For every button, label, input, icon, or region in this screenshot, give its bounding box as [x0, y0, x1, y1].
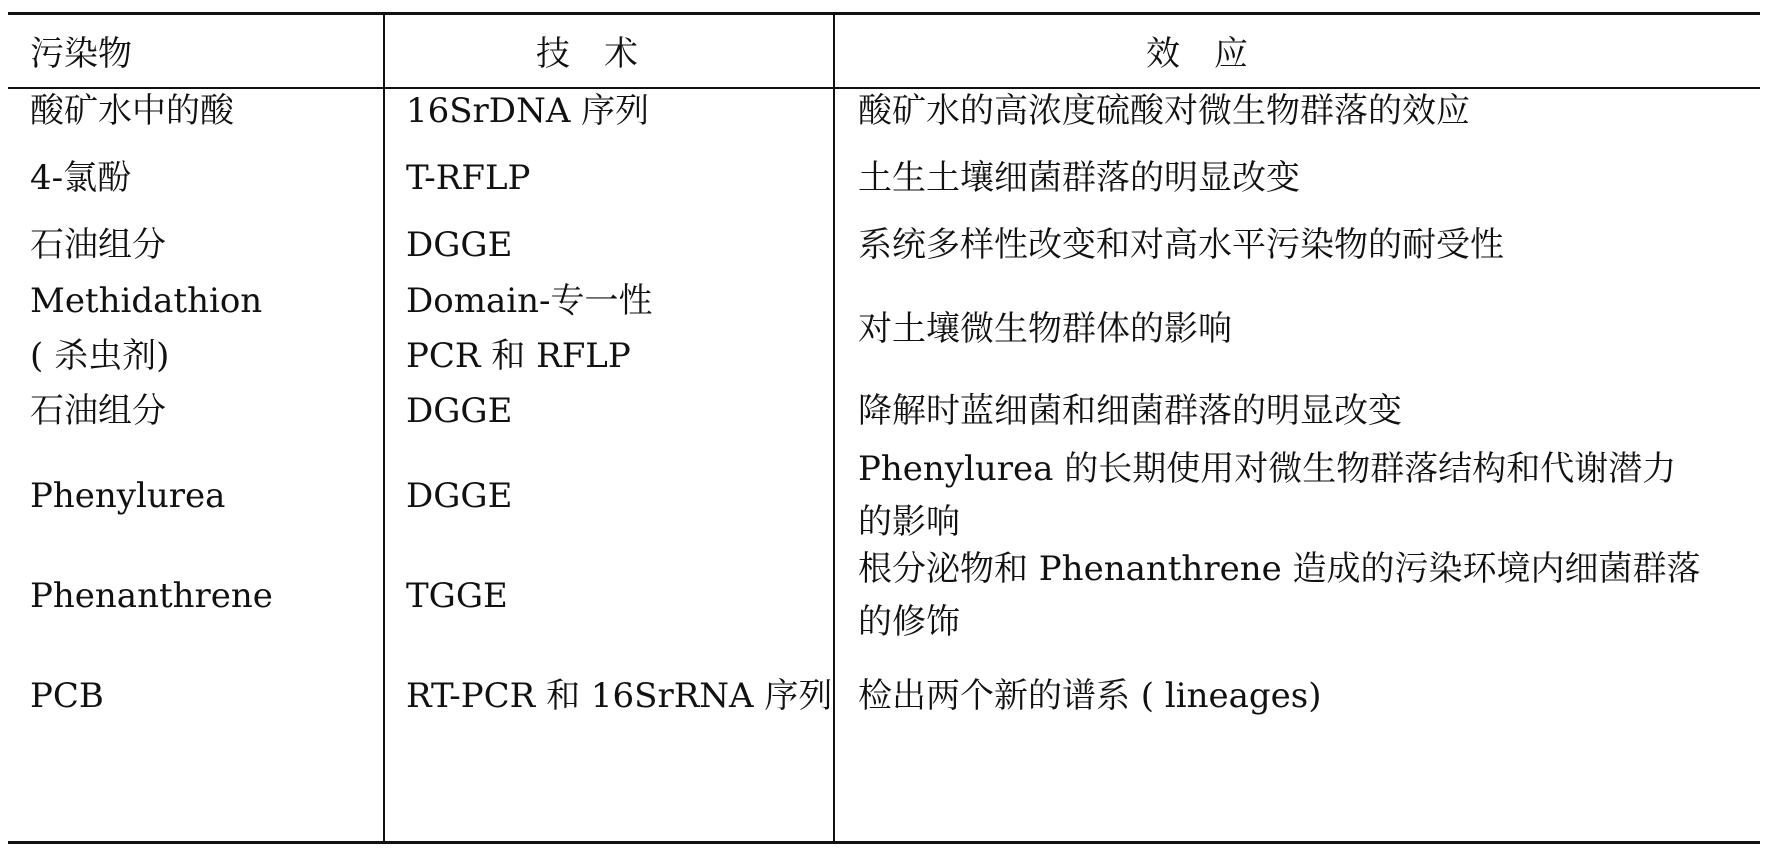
- row4-pollutant-line1: Methidathion: [30, 281, 263, 321]
- row6-effect-line2: 的影响: [858, 502, 960, 542]
- row1-effect: 酸矿水的高浓度硫酸对微生物群落的效应: [858, 91, 1470, 131]
- row6-technique: DGGE: [406, 476, 513, 516]
- table-bottom-rule: [8, 841, 1760, 844]
- row2-technique: T-RFLP: [406, 158, 531, 198]
- row4-pollutant-line2: ( 杀虫剂): [30, 336, 170, 376]
- row4-technique-line1: Domain-专一性: [406, 281, 653, 321]
- header-pollutant: 污染物: [30, 34, 132, 74]
- header-technique: 技 术: [536, 34, 638, 74]
- row7-effect-line1: 根分泌物和 Phenanthrene 造成的污染环境内细菌群落: [858, 549, 1701, 589]
- row2-pollutant: 4-氯酚: [30, 158, 132, 198]
- header-effect: 效 应: [1146, 34, 1248, 74]
- row3-pollutant: 石油组分: [30, 225, 166, 265]
- row6-pollutant: Phenylurea: [30, 476, 226, 516]
- data-table: [8, 12, 1760, 844]
- table-top-rule: [8, 12, 1760, 15]
- row7-effect-line2: 的修饰: [858, 602, 960, 642]
- row4-effect: 对土壤微生物群体的影响: [858, 309, 1232, 349]
- row5-effect: 降解时蓝细菌和细菌群落的明显改变: [858, 391, 1402, 431]
- row8-pollutant: PCB: [30, 676, 104, 716]
- row1-pollutant: 酸矿水中的酸: [30, 91, 234, 131]
- row3-technique: DGGE: [406, 225, 513, 265]
- row7-pollutant: Phenanthrene: [30, 576, 273, 616]
- row1-technique: 16SrDNA 序列: [406, 91, 650, 131]
- row3-effect: 系统多样性改变和对高水平污染物的耐受性: [858, 225, 1504, 265]
- column-divider-1: [383, 12, 385, 844]
- row5-pollutant: 石油组分: [30, 391, 166, 431]
- column-divider-2: [833, 12, 835, 844]
- row8-effect: 检出两个新的谱系 ( lineages): [858, 676, 1322, 716]
- row5-technique: DGGE: [406, 391, 513, 431]
- row7-technique: TGGE: [406, 576, 508, 616]
- row8-technique: RT-PCR 和 16SrRNA 序列: [406, 676, 833, 716]
- row4-technique-line2: PCR 和 RFLP: [406, 336, 631, 376]
- row2-effect: 土生土壤细菌群落的明显改变: [858, 158, 1300, 198]
- row6-effect-line1: Phenylurea 的长期使用对微生物群落结构和代谢潜力: [858, 449, 1677, 489]
